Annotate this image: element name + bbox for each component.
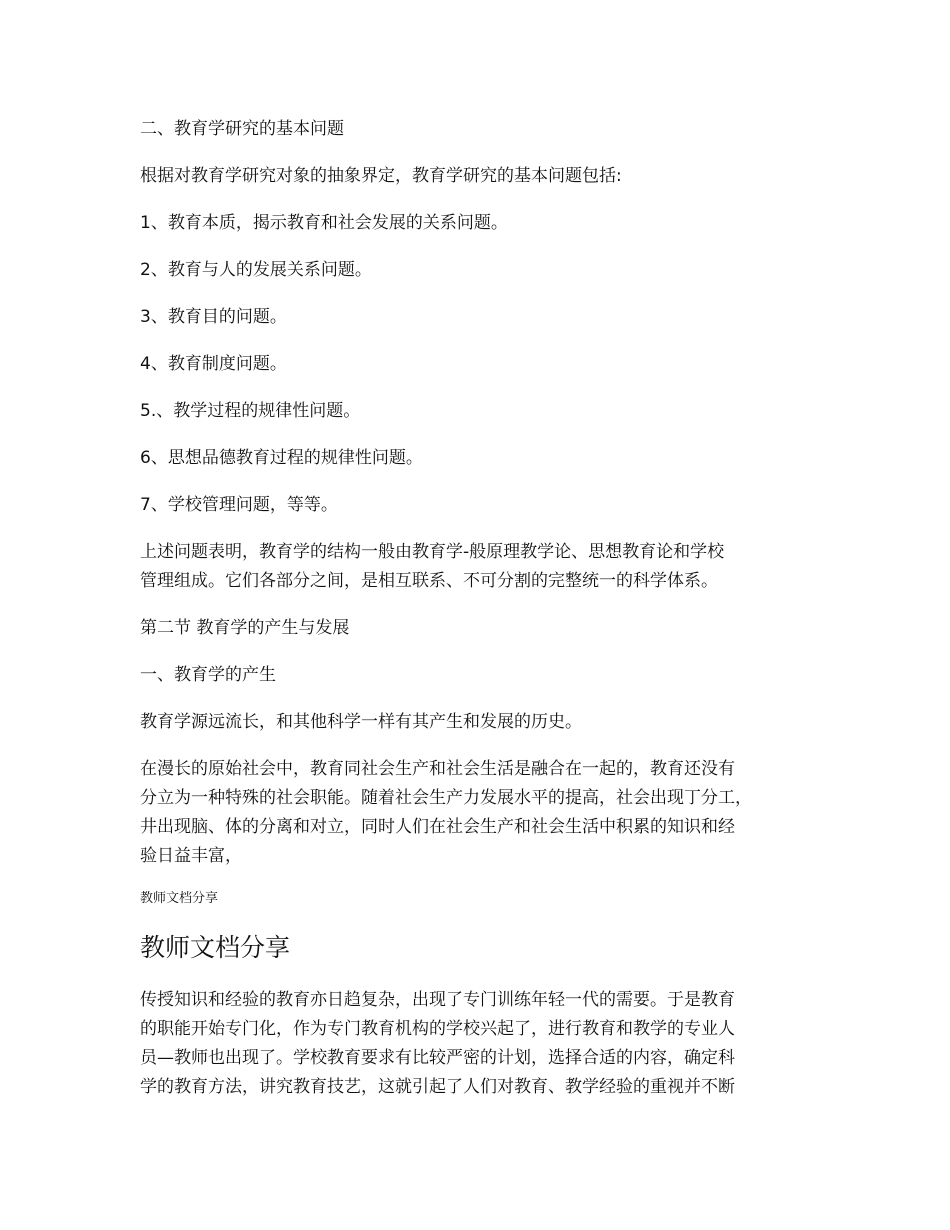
paragraph-line: 学的教育方法，讲究教育技艺，这就引起了人们对教育、教学经验的重视并不断 [140,1077,735,1097]
intro-paragraph: 根据对教育学研究对象的抽象界定，教育学研究的基本问题包括: [140,166,622,186]
summary-paragraph [140,538,830,596]
paragraph-line: 验日益丰富， [140,846,242,866]
paragraph-line: 分立为一种特殊的社会职能。随着社会生产力发展水平的提高，社会出现丁分工， [140,788,752,808]
paragraph-line: 员—教师也出现了。学校教育要求有比较严密的计划，选择合适的内容，确定科 [140,1048,735,1068]
list-item: 2、教育与人的发展关系问题。 [140,260,372,280]
page-title: 教师文档分享 [140,933,291,962]
list-item: 1、教育本质，揭示教育和社会发展的关系问题。 [140,213,508,233]
summary-line: 上述问题表明，教育学的结构一般由教育学-般原理教学论、思想教育论和学校 [140,542,725,562]
list-item: 3、教育目的问题。 [140,307,287,327]
section-heading-basic-problems: 二、教育学研究的基本问题 [140,119,344,139]
paragraph-line: 传授知识和经验的教育亦日趋复杂，出现了专门训练年轻一代的需要。于是教育 [140,990,735,1010]
list-item: 6、思想品德教育过程的规律性问题。 [140,448,423,468]
teaching-paragraph [140,986,830,1102]
summary-line: 管理组成。它们各部分之间，是相互联系、不可分割的完整统一的科学体系。 [140,571,718,591]
paragraph-line: 的职能开始专门化，作为专门教育机构的学校兴起了，进行教育和教学的专业人 [140,1019,735,1039]
list-item: 7、学校管理问题，等等。 [140,495,338,515]
origin-paragraph: 教育学源远流长，和其他科学一样有其产生和发展的历史。 [140,712,582,732]
paragraph-line: 在漫长的原始社会中，教育同社会生产和社会生活是融合在一起的，教育还没有 [140,759,735,779]
footer-share-label: 教师文档分享 [140,891,219,906]
section-heading-origin: 一、教育学的产生 [140,665,276,685]
list-item: 5.、教学过程的规律性问题。 [140,401,361,421]
primitive-society-paragraph [140,755,830,871]
paragraph-line: 井出现脑、体的分离和对立，同时人们在社会生产和社会生活中积累的知识和经 [140,817,735,837]
chapter-heading: 第二节 教育学的产生与发展 [140,618,350,638]
list-item: 4、教育制度问题。 [140,354,287,374]
